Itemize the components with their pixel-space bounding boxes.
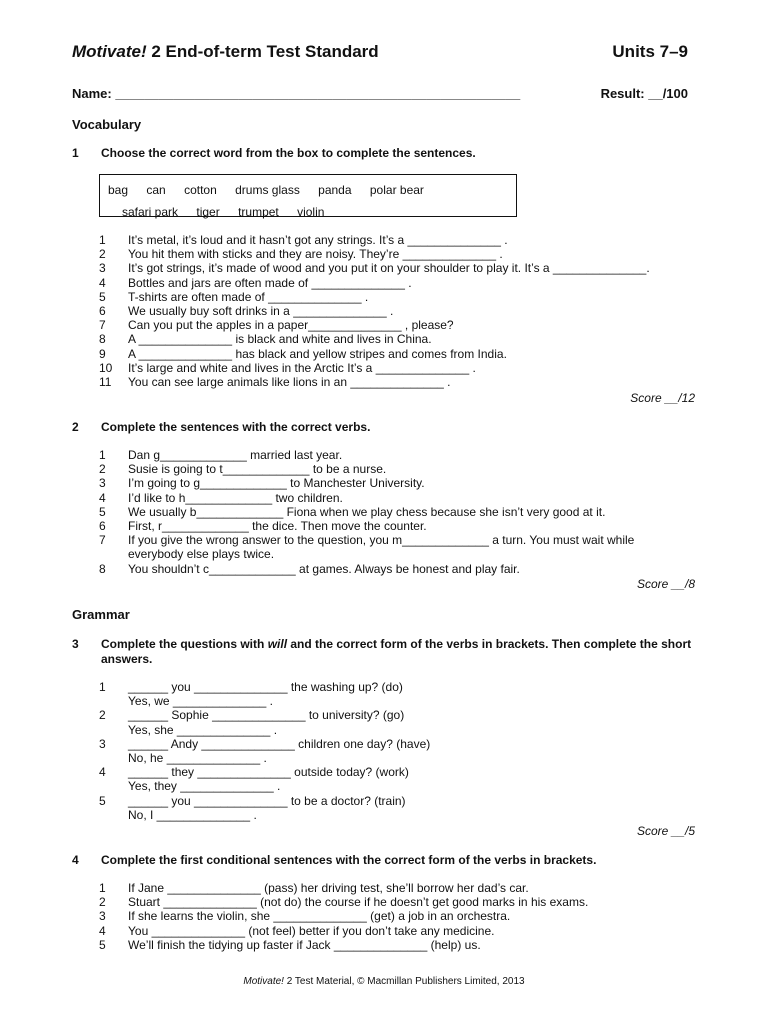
short-answer[interactable]: No, he ______________ . — [128, 751, 267, 766]
short-answer[interactable]: No, I ______________ . — [128, 807, 257, 822]
list-item[interactable]: 5 T-shirts are often made of ______________ . — [99, 289, 369, 304]
q3-instruction — [72, 637, 696, 667]
short-answer[interactable]: Yes, they ______________ . — [128, 779, 281, 794]
q4-instruction — [72, 853, 696, 868]
q1-instruction — [72, 146, 696, 161]
word-item: can — [146, 183, 166, 197]
word-item: polar bear — [369, 183, 424, 197]
short-answer[interactable]: Yes, she ______________ . — [128, 722, 278, 737]
list-item[interactable]: 3 It’s got strings, it’s made of wood and you put it on your shoulder to play it. It’s a ______________. — [99, 261, 650, 276]
page-header — [72, 42, 692, 66]
list-item[interactable]: 4 I’d like to h_____________ two children. — [99, 490, 343, 505]
q3-number: 3 — [72, 637, 79, 651]
footer-brand: Motivate! — [243, 976, 284, 987]
list-item[interactable]: 7 Can you put the apples in a paper______________ , please? — [99, 318, 454, 333]
list-item[interactable]: 6 First, r_____________ the dice. Then move the counter. — [99, 519, 427, 534]
name-row — [72, 86, 692, 101]
q1-score: Score __/12 — [630, 391, 695, 405]
word-box-line-1 — [108, 183, 439, 197]
word-item: drums glass — [235, 183, 300, 197]
title-brand: Motivate! — [72, 42, 147, 61]
list-item[interactable]: 6 We usually buy soft drinks in a ______________ . — [99, 304, 394, 319]
name-field[interactable]: Name: ________________________________________________________ — [72, 86, 521, 101]
list-item[interactable]: 3 ______ Andy ______________ children one day? (have) — [99, 736, 431, 751]
q4-text: Complete the first conditional sentences with the correct form of the verbs in brackets. — [101, 853, 597, 867]
word-item: safari park — [122, 205, 179, 219]
list-item[interactable]: 1 If Jane ______________ (pass) her driving test, she’ll borrow her dad’s car. — [99, 881, 529, 895]
word-box — [99, 174, 517, 217]
list-item[interactable]: 4 Bottles and jars are often made of ______________ . — [99, 275, 412, 290]
list-item[interactable]: 2 You hit them with sticks and they are noisy. They’re ______________ . — [99, 247, 503, 262]
list-item[interactable]: 4 ______ they ______________ outside today? (work) — [99, 765, 409, 780]
word-item: trumpet — [238, 205, 279, 219]
list-item[interactable]: 8 You shouldn’t c_____________ at games. Always be honest and play fair. — [99, 561, 520, 576]
list-item[interactable]: 3 I’m going to g_____________ to Manchester University. — [99, 476, 425, 491]
page-footer — [0, 976, 768, 987]
q3-list — [99, 680, 699, 822]
section-vocabulary: Vocabulary — [72, 117, 142, 132]
q2-text: Complete the sentences with the correct verbs. — [101, 420, 371, 434]
q1-text: Choose the correct word from the box to complete the sentences. — [101, 146, 476, 160]
word-item: tiger — [196, 205, 220, 219]
q2-number: 2 — [72, 420, 79, 434]
q4-list — [99, 881, 699, 952]
section-grammar: Grammar — [72, 607, 130, 622]
word-item: bag — [108, 183, 129, 197]
q1-list — [99, 233, 699, 389]
q4-number: 4 — [72, 853, 79, 867]
q3-text: Complete the questions with will and the correct form of the verbs in brackets. Then complete the short answers. — [101, 637, 692, 666]
word-item: panda — [318, 183, 352, 197]
word-item: cotton — [184, 183, 217, 197]
title-text: 2 End-of-term Test Standard — [146, 42, 379, 61]
list-item[interactable]: 1 It’s metal, it’s loud and it hasn’t got any strings. It’s a ______________ . — [99, 233, 508, 247]
document-title — [72, 42, 379, 62]
q3-score: Score __/5 — [636, 824, 695, 838]
list-item[interactable]: 5 We usually b_____________ Fiona when we play chess because she isn’t very good at it. — [99, 504, 606, 519]
list-item[interactable]: 8 A ______________ is black and white and lives in China. — [99, 332, 432, 347]
list-item[interactable]: 5 ______ you ______________ to be a doctor? (train) — [99, 793, 406, 808]
list-item[interactable]: 2 Stuart ______________ (not do) the course if he doesn’t get good marks in his exams. — [99, 895, 589, 910]
q2-instruction — [72, 420, 696, 435]
result-field[interactable]: Result: __/100 — [600, 86, 688, 101]
list-item[interactable]: 3 If she learns the violin, she ______________ (get) a job in an orchestra. — [99, 909, 511, 924]
list-item[interactable]: 1 Dan g_____________ married last year. — [99, 448, 343, 462]
list-item[interactable]: 4 You ______________ (not feel) better if you don’t take any medicine. — [99, 923, 495, 938]
list-item[interactable]: 2 ______ Sophie ______________ to university? (go) — [99, 708, 405, 723]
list-item[interactable]: 7 If you give the wrong answer to the question, you m_____________ a turn. You must wait while everybody else plays twice. — [99, 533, 635, 562]
list-item[interactable]: 9 A ______________ has black and yellow stripes and comes from India. — [99, 346, 507, 361]
list-item[interactable]: 2 Susie is going to t_____________ to be a nurse. — [99, 462, 387, 477]
units-label: Units 7–9 — [612, 42, 688, 61]
list-item[interactable]: 11 You can see large animals like lions in an ______________ . — [99, 375, 451, 390]
q2-score: Score __/8 — [636, 577, 695, 591]
list-item[interactable]: 10 It’s large and white and lives in the Arctic It’s a ______________ . — [99, 360, 476, 375]
list-item[interactable]: 1 ______ you ______________ the washing up? (do) — [99, 680, 403, 694]
word-item: violin — [297, 205, 325, 219]
q2-list — [99, 448, 679, 576]
word-box-line-2 — [122, 205, 339, 219]
short-answer[interactable]: Yes, we ______________ . — [128, 694, 274, 709]
footer-text: 2 Test Material, © Macmillan Publishers Limited, 2013 — [283, 976, 525, 987]
list-item[interactable]: 5 We’ll finish the tidying up faster if Jack ______________ (help) us. — [99, 937, 481, 952]
q1-number: 1 — [72, 146, 79, 160]
